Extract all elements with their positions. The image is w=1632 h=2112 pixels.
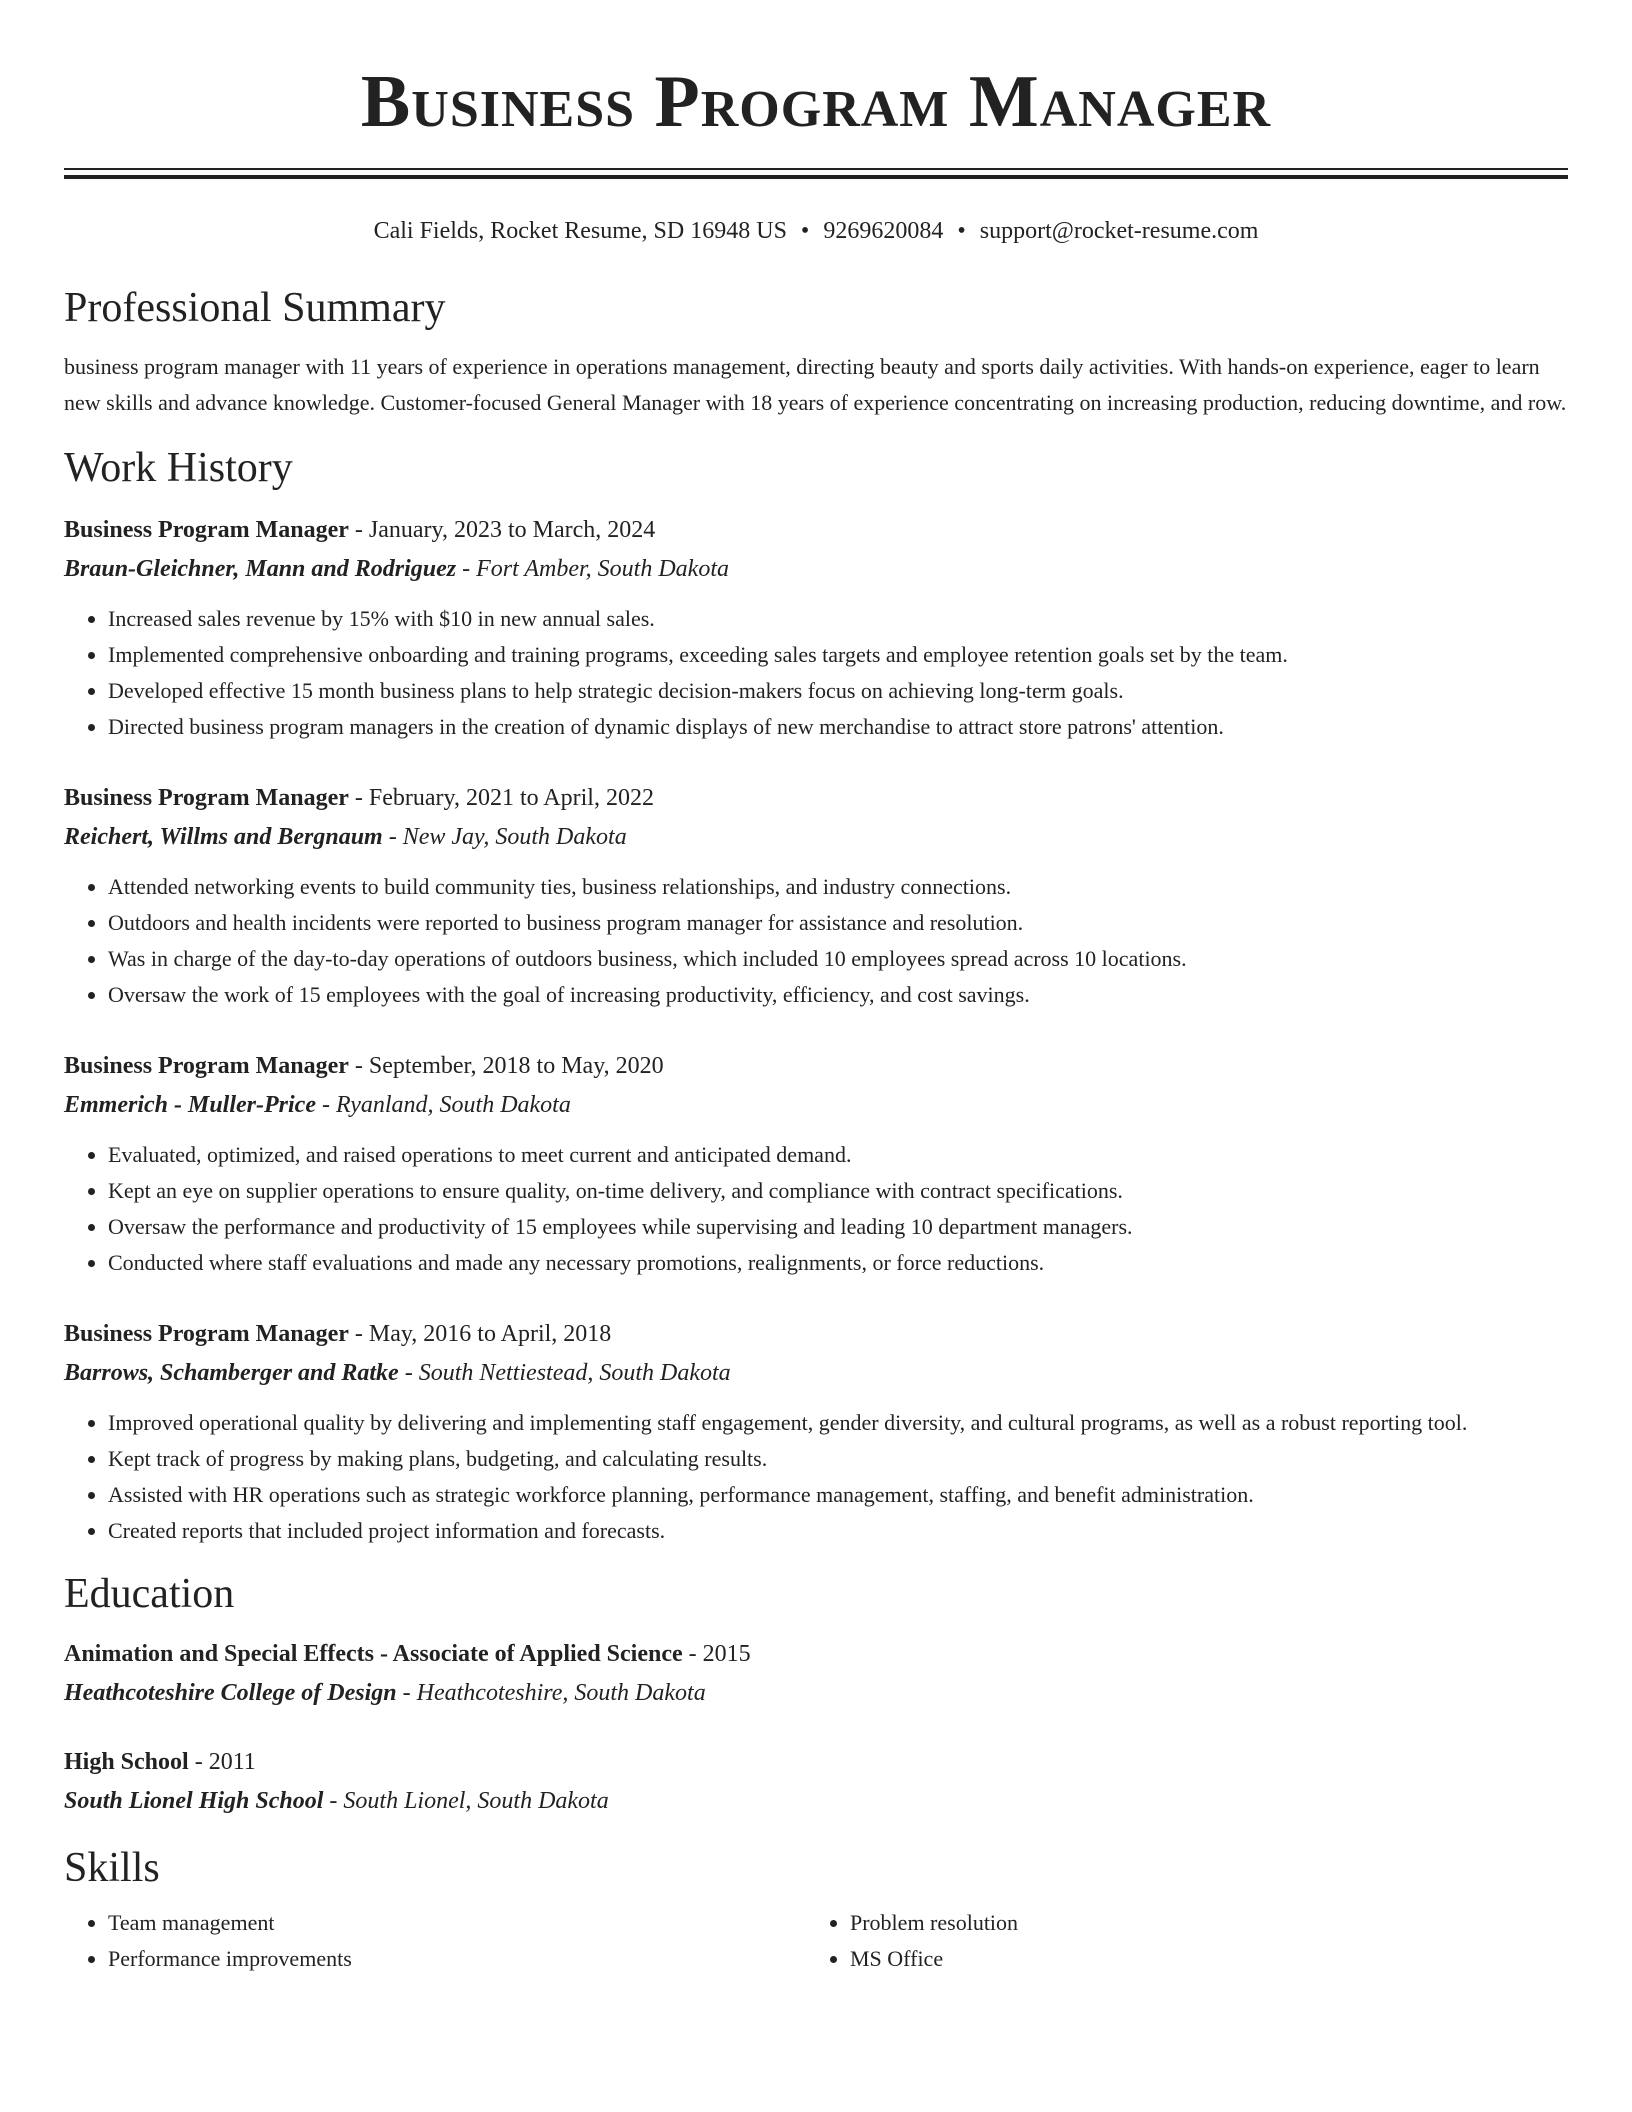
education-degree-line — [64, 1743, 1568, 1781]
education-heading: Education — [64, 1571, 235, 1617]
job-entry — [64, 1315, 1568, 1549]
job-bullet: • Conducted where staff evaluations and made any necessary promotions, realignments, or force reductions. — [108, 1245, 1568, 1281]
job-bullet: • Improved operational quality by delivering and implementing staff engagement, gender diversity, and cultural programs, as well as a robust reporting tool. — [108, 1405, 1568, 1441]
skill-item: • Team management — [108, 1905, 806, 1941]
job-bullet: • Oversaw the work of 15 employees with the goal of increasing productivity, efficiency, and cost savings. — [108, 977, 1568, 1013]
job-dates: - January, 2023 to March, 2024 — [348, 517, 656, 543]
job-location: - South Nettiestead, South Dakota — [398, 1360, 731, 1386]
education-school-line — [64, 1781, 1568, 1821]
job-dates: - February, 2021 to April, 2022 — [348, 785, 654, 811]
job-bullet: • Directed business program managers in the creation of dynamic displays of new merchandise to attract store patrons' attention. — [108, 709, 1568, 745]
job-company: Emmerich - Muller-Price — [64, 1092, 316, 1118]
summary-heading: Professional Summary — [64, 285, 446, 331]
education-location: - South Lionel, South Dakota — [323, 1788, 609, 1814]
job-bullet: • Assisted with HR operations such as strategic workforce planning, performance management, staffing, and benefit administration. — [108, 1477, 1568, 1513]
job-bullet: • Developed effective 15 month business plans to help strategic decision-makers focus on achieving long-term goals. — [108, 673, 1568, 709]
education-year: - 2015 — [682, 1641, 751, 1667]
education-degree: High School — [64, 1749, 189, 1775]
job-title-line — [64, 1047, 1568, 1085]
job-role: Business Program Manager — [64, 1321, 349, 1347]
skill-item: • MS Office — [850, 1941, 1548, 1977]
job-title-line — [64, 511, 1568, 549]
job-company-line — [64, 549, 1568, 589]
skills-list — [64, 1905, 1568, 1977]
job-role: Business Program Manager — [64, 517, 349, 543]
job-company: Reichert, Willms and Bergnaum — [64, 824, 383, 850]
education-location: - Heathcoteshire, South Dakota — [396, 1680, 706, 1706]
contact-separator: • — [957, 218, 966, 244]
education-degree-line — [64, 1635, 1568, 1673]
skill-item: • Performance improvements — [108, 1941, 806, 1977]
job-entry — [64, 511, 1568, 745]
education-entry — [64, 1743, 1568, 1821]
education-entry — [64, 1635, 1568, 1713]
job-entry — [64, 1047, 1568, 1281]
job-entry — [64, 779, 1568, 1013]
job-bullet: • Was in charge of the day-to-day operations of outdoors business, which included 10 employees spread across 10 locations. — [108, 941, 1568, 977]
job-company: Braun-Gleichner, Mann and Rodriguez — [64, 556, 457, 582]
job-bullet: • Attended networking events to build community ties, business relationships, and industry connections. — [108, 869, 1568, 905]
skills-column-left — [64, 1905, 806, 1977]
title-double-rule — [64, 168, 1568, 179]
contact-email: support@rocket-resume.com — [979, 218, 1259, 244]
skills-heading: Skills — [64, 1845, 160, 1891]
contact-separator: • — [800, 218, 810, 244]
education-year: - 2011 — [188, 1749, 256, 1775]
summary-text: business program manager with 11 years of experience in operations management, directing beauty and sports daily activities. With hands-on experience, eager to learn new skills and advance knowledge. Customer-focused General Manager with 18 years of experience concentrating on increasing production, reducing downtime, and row. — [64, 354, 1567, 415]
job-title-line — [64, 1315, 1568, 1353]
skills-column-right — [806, 1905, 1548, 1977]
education-degree: Animation and Special Effects - Associate of Applied Science — [64, 1641, 683, 1667]
job-bullet: • Created reports that included project information and forecasts. — [108, 1513, 1568, 1549]
job-company-line — [64, 817, 1568, 857]
job-bullet: • Increased sales revenue by 15% with $10 in new annual sales. — [108, 601, 1568, 637]
skill-item: • Problem resolution — [850, 1905, 1548, 1941]
job-bullets — [64, 1137, 1568, 1281]
job-bullet: • Implemented comprehensive onboarding and training programs, exceeding sales targets and employee retention goals set by the team. — [108, 637, 1568, 673]
education-school-line — [64, 1673, 1568, 1713]
job-bullets — [64, 1405, 1568, 1549]
job-company: Barrows, Schamberger and Ratke — [64, 1360, 399, 1386]
contact-line — [64, 215, 1568, 247]
contact-phone: 9269620084 — [823, 218, 944, 244]
job-location: - Fort Amber, South Dakota — [456, 556, 729, 582]
job-dates: - September, 2018 to May, 2020 — [348, 1053, 664, 1079]
job-company-line — [64, 1353, 1568, 1393]
job-location: - New Jay, South Dakota — [382, 824, 627, 850]
job-title-line — [64, 779, 1568, 817]
education-school: Heathcoteshire College of Design — [64, 1680, 397, 1706]
job-role: Business Program Manager — [64, 1053, 349, 1079]
job-bullet: • Kept track of progress by making plans, budgeting, and calculating results. — [108, 1441, 1568, 1477]
contact-address: Cali Fields, Rocket Resume, SD 16948 US — [373, 218, 787, 244]
job-bullet: • Evaluated, optimized, and raised operations to meet current and anticipated demand. — [108, 1137, 1568, 1173]
work-history-heading: Work History — [64, 445, 293, 491]
job-bullet: • Kept an eye on supplier operations to ensure quality, on-time delivery, and compliance with contract specifications. — [108, 1173, 1568, 1209]
job-role: Business Program Manager — [64, 785, 349, 811]
job-location: - Ryanland, South Dakota — [315, 1092, 571, 1118]
job-bullets — [64, 869, 1568, 1013]
job-dates: - May, 2016 to April, 2018 — [348, 1321, 612, 1347]
education-school: South Lionel High School — [64, 1788, 324, 1814]
job-bullets — [64, 601, 1568, 745]
job-bullet: • Outdoors and health incidents were reported to business program manager for assistance and resolution. — [108, 905, 1568, 941]
job-bullet: • Oversaw the performance and productivity of 15 employees while supervising and leading 10 department managers. — [108, 1209, 1568, 1245]
job-company-line — [64, 1085, 1568, 1125]
resume-title: Business Program Manager — [360, 61, 1272, 143]
